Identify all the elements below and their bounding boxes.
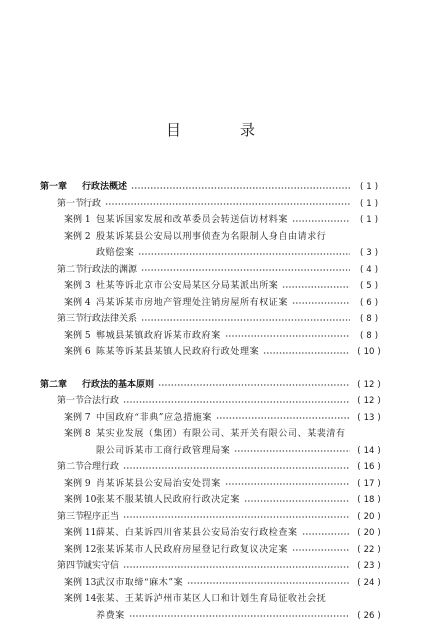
toc-entry-title: 包某诉国家发展和改革委员会转送信访材料案 bbox=[96, 215, 289, 225]
dot-leader bbox=[292, 220, 350, 222]
toc-case-row[interactable] bbox=[64, 230, 384, 245]
dot-leader bbox=[225, 335, 350, 337]
toc-case-row[interactable] bbox=[64, 477, 384, 492]
dot-leader bbox=[123, 401, 350, 403]
toc-entry-title: 某实业发展（集团）有限公司、某开关有限公司、某裴清有 bbox=[96, 429, 346, 439]
toc-section-row[interactable] bbox=[57, 510, 384, 525]
toc-entry-label: 第三节 bbox=[57, 314, 85, 324]
toc-entry-title: 张某诉某市人民政府房屋登记行政复议决定案 bbox=[96, 544, 289, 555]
toc-section-row[interactable] bbox=[57, 460, 384, 475]
toc-page-number: ( 10 ) bbox=[354, 345, 384, 360]
toc-page-number: ( 17 ) bbox=[354, 477, 384, 492]
toc-section-row[interactable] bbox=[57, 559, 384, 574]
toc-chapter-row[interactable] bbox=[40, 180, 384, 195]
dot-leader bbox=[292, 302, 350, 304]
dot-leader bbox=[138, 253, 350, 255]
toc-case-row[interactable] bbox=[64, 493, 384, 508]
toc-case-row[interactable] bbox=[64, 296, 384, 311]
toc-entry-title: 政赔偿案 bbox=[96, 248, 135, 258]
dot-leader bbox=[244, 500, 350, 502]
toc-case-row[interactable] bbox=[64, 592, 384, 607]
dot-leader bbox=[129, 615, 350, 617]
dot-leader bbox=[123, 516, 350, 518]
toc-chapter-row[interactable] bbox=[40, 378, 384, 393]
toc-page-number: ( 26 ) bbox=[354, 609, 384, 624]
toc-section-row[interactable] bbox=[57, 197, 384, 212]
toc-entry-label: 案例 9 bbox=[64, 478, 91, 489]
dot-leader bbox=[302, 533, 350, 535]
toc-page-number: ( 8 ) bbox=[354, 312, 384, 327]
toc-page-number: ( 8 ) bbox=[354, 329, 384, 344]
toc-entry-title: 限公司诉某市工商行政管理局案 bbox=[96, 445, 231, 456]
dot-leader bbox=[123, 566, 350, 568]
toc-case-row[interactable] bbox=[64, 279, 384, 294]
toc-entry-label: 案例 7 bbox=[64, 412, 91, 423]
toc-entry-title: 合法行政 bbox=[83, 396, 120, 406]
toc-entry-label: 案例 12 bbox=[64, 544, 97, 555]
toc-section-row[interactable] bbox=[57, 312, 384, 327]
toc-entry-label: 第二章 bbox=[40, 379, 68, 390]
toc-page-number: ( 1 ) bbox=[354, 197, 384, 212]
toc-entry-title: 张某、王某诉泸州市某区人口和计划生育局征收社会抚 bbox=[96, 594, 327, 604]
toc-case-row[interactable] bbox=[64, 213, 384, 228]
toc-entry-title: 诚实守信 bbox=[83, 561, 120, 571]
toc-entry-label: 第一节 bbox=[57, 396, 85, 406]
toc-entry-title: 合理行政 bbox=[83, 462, 120, 472]
toc-case-row[interactable] bbox=[64, 526, 384, 541]
toc-page-number: ( 13 ) bbox=[354, 411, 384, 426]
toc-page-number: ( 3 ) bbox=[354, 246, 384, 261]
dot-leader bbox=[282, 286, 350, 288]
toc-page-number: ( 22 ) bbox=[354, 543, 384, 558]
toc-case-row[interactable] bbox=[64, 329, 384, 344]
toc-case-row[interactable] bbox=[64, 576, 384, 591]
toc-page-number: ( 12 ) bbox=[354, 378, 384, 393]
dot-leader bbox=[263, 352, 350, 354]
toc-page-number: ( 24 ) bbox=[354, 576, 384, 591]
toc-entry-label: 案例 13 bbox=[64, 577, 97, 588]
toc-page-number: ( 16 ) bbox=[354, 460, 384, 475]
toc-entry-label: 第一章 bbox=[40, 182, 68, 192]
toc-entry-label: 案例 11 bbox=[64, 528, 97, 538]
toc-entry-label: 案例 10 bbox=[64, 495, 97, 505]
toc-case-row[interactable] bbox=[64, 543, 384, 558]
toc-page-number: ( 23 ) bbox=[354, 559, 384, 574]
toc-section-row[interactable] bbox=[57, 394, 384, 409]
toc-page-number: ( 18 ) bbox=[354, 493, 384, 508]
toc-entry-title: 冯某诉某市房地产管理处注销房屋所有权证案 bbox=[96, 297, 289, 308]
toc-entry-title: 肖某诉某县公安局治安处罚案 bbox=[96, 478, 221, 489]
toc-entry-title: 行政法概述 bbox=[82, 182, 128, 192]
dot-leader bbox=[216, 417, 350, 419]
toc-page-number: ( 1 ) bbox=[354, 213, 384, 228]
toc-entry-title: 杜某等诉北京市公安局某区分局某派出所案 bbox=[96, 281, 279, 291]
dot-leader bbox=[187, 582, 350, 584]
toc-continuation-row[interactable] bbox=[64, 246, 384, 261]
toc-entry-title: 程序正当 bbox=[83, 511, 120, 522]
toc-entry-label: 第三节 bbox=[57, 511, 85, 522]
toc-entry-title: 中国政府“非典”应急措施案 bbox=[96, 412, 213, 423]
toc-entry-label: 第一节 bbox=[57, 198, 85, 209]
toc-case-row[interactable] bbox=[64, 427, 384, 442]
toc-entry-label: 第二节 bbox=[57, 462, 85, 472]
toc-entry-title: 张某不服某镇人民政府行政决定案 bbox=[96, 495, 241, 505]
toc-page-number: ( 5 ) bbox=[354, 279, 384, 294]
page-title: 目 录 bbox=[165, 121, 277, 139]
dot-leader bbox=[131, 187, 350, 189]
dot-leader bbox=[225, 483, 350, 485]
dot-leader bbox=[292, 549, 350, 551]
toc-continuation-row[interactable] bbox=[64, 609, 384, 624]
toc-entry-title: 陈某等诉某县某镇人民政府行政处理案 bbox=[96, 347, 260, 357]
toc-entry-label: 案例 2 bbox=[64, 231, 91, 242]
toc-entry-label: 案例 8 bbox=[64, 429, 91, 439]
toc-entry-title: 行政法的渊源 bbox=[83, 264, 138, 275]
toc-entry-label: 案例 6 bbox=[64, 347, 91, 357]
toc-entry-label: 第四节 bbox=[57, 561, 85, 571]
toc-entry-title: 养费案 bbox=[96, 610, 125, 621]
toc-section-row[interactable] bbox=[57, 263, 384, 278]
toc-entry-title: 行政 bbox=[83, 198, 102, 209]
toc-entry-title: 行政法律关系 bbox=[83, 314, 138, 324]
toc-case-row[interactable] bbox=[64, 411, 384, 426]
dot-leader bbox=[105, 203, 350, 205]
dot-leader bbox=[141, 319, 350, 321]
dot-leader bbox=[141, 269, 350, 271]
toc-entry-label: 案例 5 bbox=[64, 330, 91, 341]
toc-page-number: ( 20 ) bbox=[354, 526, 384, 541]
toc-entry-title: 殷某诉某县公安局以刑事侦查为名限制人身自由请求行 bbox=[96, 231, 327, 242]
toc-page-number: ( 14 ) bbox=[354, 444, 384, 459]
dot-leader bbox=[123, 467, 350, 469]
toc-case-row[interactable] bbox=[64, 345, 384, 360]
toc-entry-title: 行政法的基本原则 bbox=[82, 379, 155, 390]
toc-entry-title: 郸城县某镇政府诉某市政府案 bbox=[96, 330, 221, 341]
toc-entry-title: 薛某、白某诉四川省某县公安局治安行政检查案 bbox=[96, 528, 298, 538]
toc-entry-label: 案例 3 bbox=[64, 281, 91, 291]
toc-continuation-row[interactable] bbox=[64, 444, 384, 459]
toc-entry-label: 第二节 bbox=[57, 264, 85, 275]
toc-page-number: ( 6 ) bbox=[354, 296, 384, 311]
toc-page-number: ( 4 ) bbox=[354, 263, 384, 278]
toc-entry-label: 案例 1 bbox=[64, 215, 91, 225]
dot-leader bbox=[158, 384, 350, 386]
toc-page-number: ( 1 ) bbox=[354, 180, 384, 195]
toc-entry-label: 案例 14 bbox=[64, 594, 97, 604]
dot-leader bbox=[234, 450, 350, 452]
toc-entry-title: 武汉市取缔“麻木”案 bbox=[96, 577, 184, 588]
toc-page-number: ( 12 ) bbox=[354, 394, 384, 409]
toc-entry-label: 案例 4 bbox=[64, 297, 91, 308]
toc-page-number: ( 20 ) bbox=[354, 510, 384, 525]
